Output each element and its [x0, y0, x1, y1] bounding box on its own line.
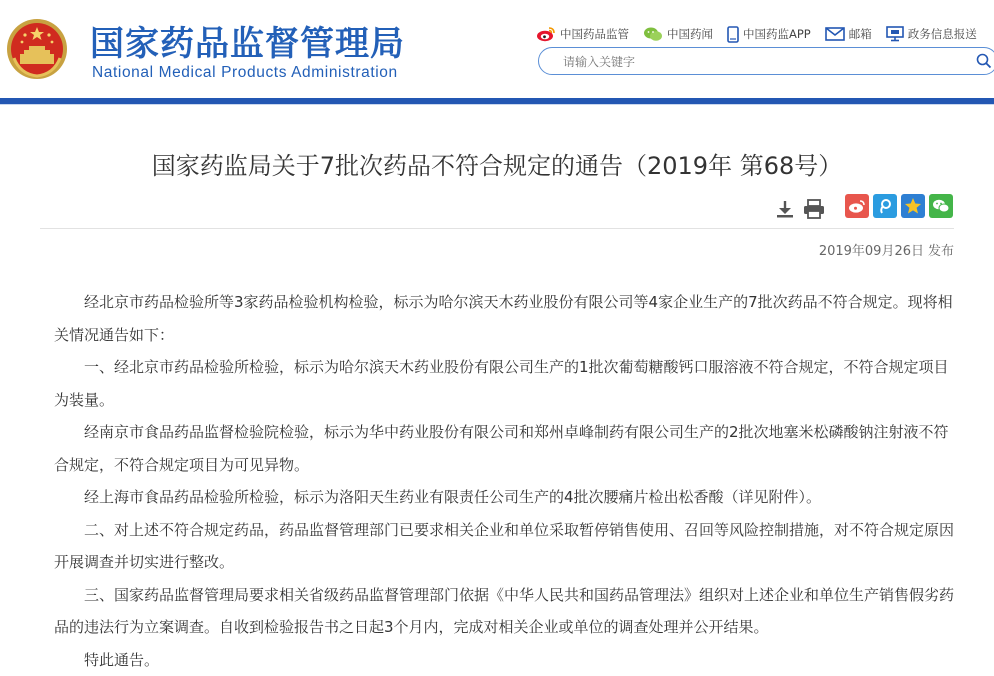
article-paragraph: 二、对上述不符合规定药品，药品监督管理部门已要求相关企业和单位采取暂停销售使用、召回等风险控制措施，对不符合规定原因开展调查并切实进行整改。	[54, 514, 954, 579]
mobile-icon	[727, 26, 739, 43]
publish-date	[819, 240, 954, 259]
top-links	[536, 24, 991, 44]
top-link-label: 中国药监APP	[743, 26, 811, 42]
top-link-app[interactable]	[727, 26, 811, 43]
article-paragraph: 特此通告。	[54, 644, 954, 676]
article-tools	[775, 199, 833, 219]
share-tencent-weibo-button[interactable]	[873, 194, 897, 218]
publish-date-suffix: 发布	[928, 244, 954, 259]
share-qzone-button[interactable]	[901, 194, 925, 218]
top-link-wechat[interactable]	[643, 26, 713, 42]
article-body	[54, 286, 954, 676]
mail-icon	[825, 27, 845, 41]
search-icon[interactable]	[976, 53, 992, 69]
tencent-weibo-share-icon	[877, 198, 893, 214]
top-link-label: 中国药闻	[667, 26, 713, 42]
monitor-icon	[886, 26, 904, 42]
weibo-icon	[536, 26, 556, 42]
site-title-en[interactable]: National Medical Products Administration	[92, 64, 398, 82]
download-icon[interactable]	[775, 199, 795, 219]
header-divider	[0, 104, 994, 105]
share-buttons	[845, 194, 957, 218]
title-divider	[40, 228, 954, 229]
top-link-weibo[interactable]	[536, 26, 629, 42]
print-icon[interactable]	[803, 199, 825, 219]
national-emblem-icon[interactable]	[6, 18, 68, 80]
site-header	[0, 0, 994, 104]
publish-date-value: 2019年09月26日	[819, 244, 924, 259]
top-link-label: 政务信息报送	[908, 26, 977, 42]
article-title: 国家药监局关于7批次药品不符合规定的通告（2019年 第68号）	[0, 146, 994, 181]
article-paragraph: 经上海市食品药品检验所检验，标示为洛阳天生药业有限责任公司生产的4批次腰痛片检出松香酸（详见附件）。	[54, 481, 954, 514]
weibo-share-icon	[848, 199, 866, 213]
wechat-share-icon	[932, 198, 950, 214]
article-paragraph: 经南京市食品药品监督检验院检验，标示为华中药业股份有限公司和郑州卓峰制药有限公司生产的2批次地塞米松磷酸钠注射液不符合规定，不符合规定项目为可见异物。	[54, 416, 954, 481]
article-paragraph: 经北京市药品检验所等3家药品检验机构检验，标示为哈尔滨天木药业股份有限公司等4家企业生产的7批次药品不符合规定。现将相关情况通告如下：	[54, 286, 954, 351]
search-input[interactable]	[561, 52, 945, 72]
top-link-mail[interactable]	[825, 26, 872, 42]
share-wechat-button[interactable]	[929, 194, 953, 218]
wechat-icon	[643, 26, 663, 42]
site-title-cn[interactable]: 国家药品监督管理局	[90, 16, 405, 65]
top-link-label: 中国药品监管	[560, 26, 629, 42]
article-paragraph: 一、经北京市药品检验所检验，标示为哈尔滨天木药业股份有限公司生产的1批次葡萄糖酸钙口服溶液不符合规定，不符合规定项目为装量。	[54, 351, 954, 416]
top-link-label: 邮箱	[849, 26, 872, 42]
share-weibo-button[interactable]	[845, 194, 869, 218]
top-link-report[interactable]	[886, 26, 977, 42]
search-box	[538, 47, 994, 75]
article-paragraph: 三、国家药品监督管理局要求相关省级药品监督管理部门依据《中华人民共和国药品管理法》组织对上述企业和单位生产销售假劣药品的违法行为立案调查。自收到检验报告书之日起3个月内，完成对相关企业或单位的调查处理并公开结果。	[54, 579, 954, 644]
qzone-share-icon	[904, 197, 922, 215]
